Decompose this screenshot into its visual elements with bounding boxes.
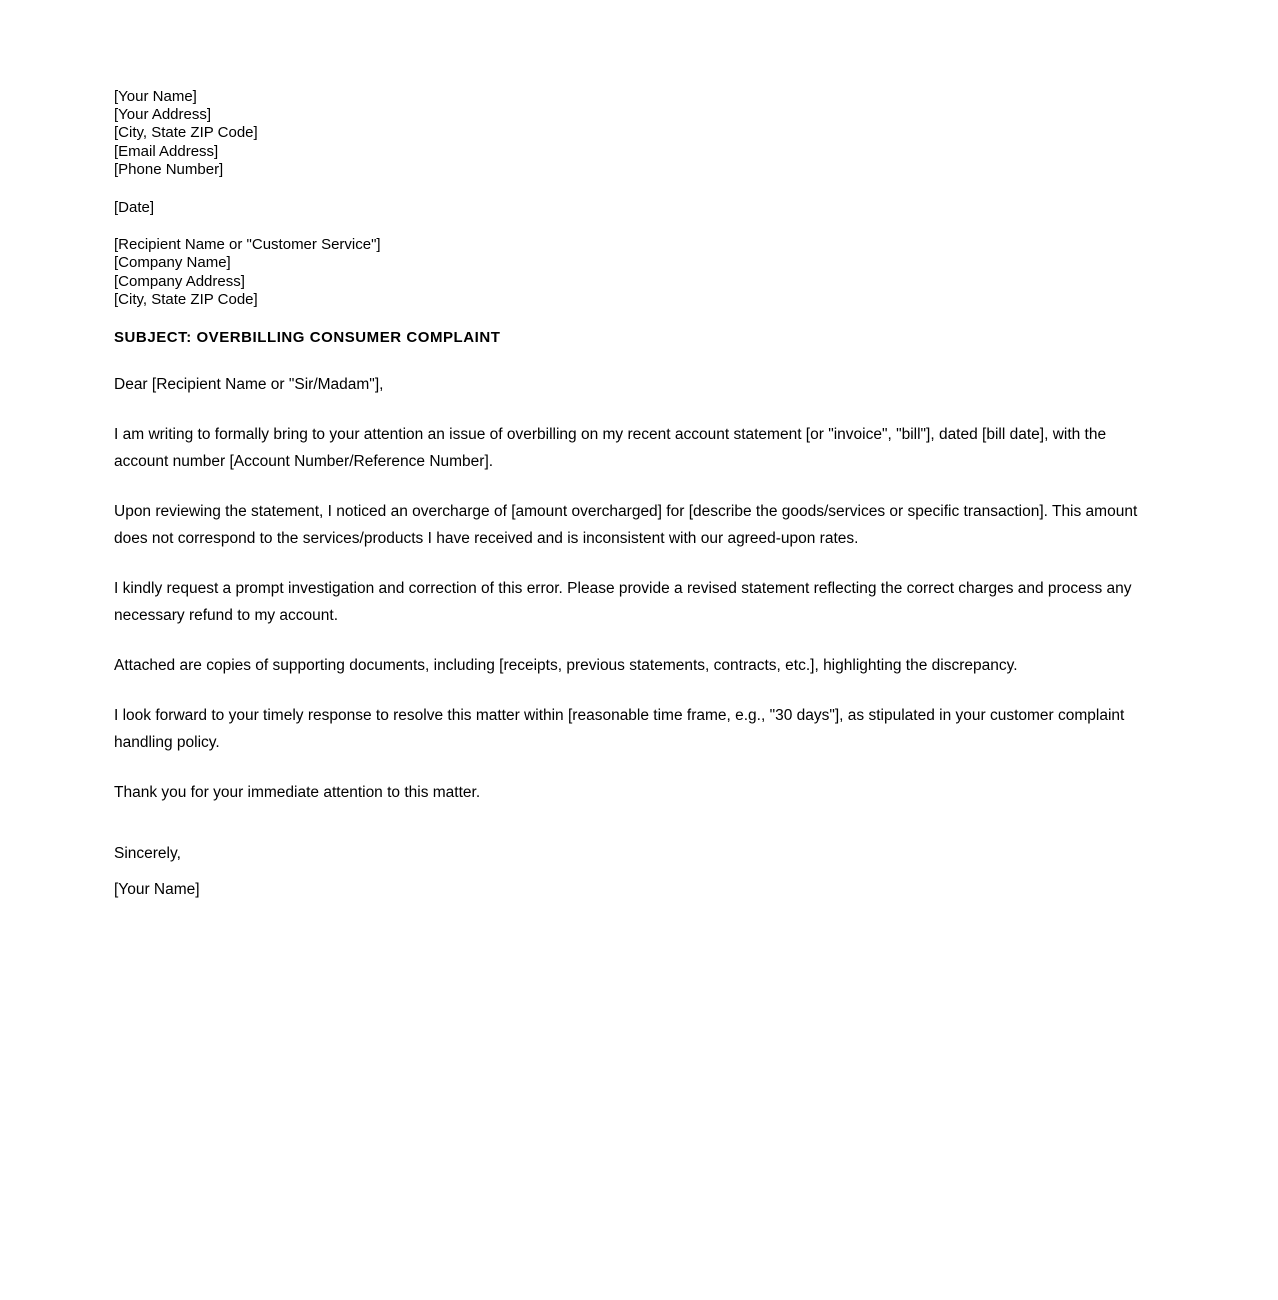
sender-address: [Your Address] bbox=[114, 106, 212, 124]
body-paragraph-2: Upon reviewing the statement, I noticed an overcharge of [amount overcharged] for [describe the goods/services or specific transaction]. This amount does not correspond to the services/products I have received and is inconsistent with our agreed-upon rates. bbox=[114, 503, 1138, 548]
date-block bbox=[114, 199, 1160, 217]
valediction: Sincerely, bbox=[114, 845, 181, 863]
letter-date: [Date] bbox=[114, 199, 155, 217]
body-paragraph-5: I look forward to your timely response to resolve this matter within [reasonable time frame, e.g., "30 days"], as stipulated in your customer complaint handling policy. bbox=[114, 707, 1125, 752]
body-paragraph-4: Attached are copies of supporting documents, including [receipts, previous statements, contracts, etc.], highlighting the discrepancy. bbox=[114, 657, 1018, 675]
signature-name: [Your Name] bbox=[114, 881, 200, 899]
spacer-after-date bbox=[114, 217, 1160, 236]
salutation-line: Dear [Recipient Name or "Sir/Madam"], bbox=[114, 376, 384, 394]
recipient-company-address: [Company Address] bbox=[114, 272, 245, 290]
letter-body bbox=[114, 88, 1160, 903]
sender-email: [Email Address] bbox=[114, 142, 219, 160]
sender-phone: [Phone Number] bbox=[114, 160, 224, 178]
sender-address-block bbox=[114, 88, 1160, 179]
body-paragraph-1: I am writing to formally bring to your attention an issue of overbilling on my recent account statement [or "invoice", "bill"], dated [bill date], with the account number [Account Number/Reference Number]. bbox=[114, 426, 1107, 471]
body-paragraph-6: Thank you for your immediate attention to this matter. bbox=[114, 784, 481, 802]
body-paragraph-3: I kindly request a prompt investigation and correction of this error. Please provide a revised statement reflecting the correct charges and process any necessary refund to my account. bbox=[114, 580, 1132, 625]
spacer-after-sender bbox=[114, 179, 1160, 199]
recipient-name: [Recipient Name or "Customer Service"] bbox=[114, 236, 381, 254]
recipient-city-state-zip: [City, State ZIP Code] bbox=[114, 290, 258, 308]
sender-city-state-zip: [City, State ZIP Code] bbox=[114, 124, 258, 142]
sender-name: [Your Name] bbox=[114, 88, 197, 105]
subject-line: SUBJECT: OVERBILLING CONSUMER COMPLAINT bbox=[114, 329, 501, 347]
recipient-company-name: [Company Name] bbox=[114, 254, 231, 272]
recipient-address-block bbox=[114, 236, 1160, 309]
